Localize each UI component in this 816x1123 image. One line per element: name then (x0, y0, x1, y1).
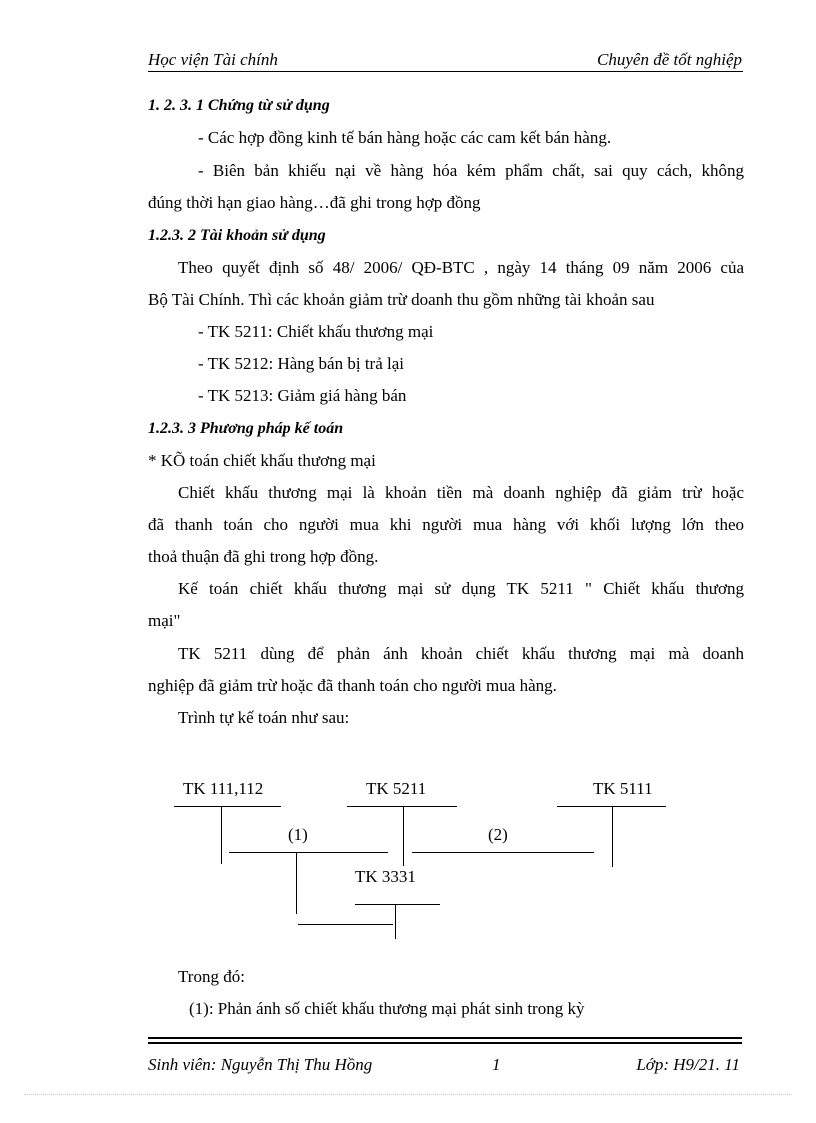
footer-class: Lớp: H9/21. 11 (636, 1055, 740, 1074)
tk5211-paragraph-line1: TK 5211 dùng để phản ánh khoản chiết khấu thương mại mà doanh (178, 644, 744, 663)
subheading-commercial-discount: * KÕ toán chiết khấu thương mại (148, 451, 376, 470)
notes-heading: Trong đó: (178, 967, 245, 986)
account-5212: - TK 5212: Hàng bán bị trả lại (198, 354, 405, 373)
footer-rule-top (148, 1037, 742, 1039)
section-heading-2: 1.2.3. 2 Tài khoản sử dụng (148, 227, 326, 244)
flow-line-3331 (298, 924, 393, 925)
discount-paragraph-line2: đã thanh toán cho người mua khi người mua hàng với khối lượng lớn theo (148, 515, 744, 534)
decision-paragraph-line1: Theo quyết định số 48/ 2006/ QĐ-BTC , ngày 14 tháng 09 năm 2006 của (178, 258, 744, 277)
account-usage-line2: mại" (148, 611, 181, 630)
discount-paragraph-line3: thoả thuận đã ghi trong hợp đồng. (148, 547, 379, 566)
t-account-3331-top (355, 904, 440, 905)
decision-paragraph-line2: Bộ Tài Chính. Thì các khoản giảm trừ doanh thu gồm những tài khoản sau (148, 290, 655, 309)
tk5211-paragraph-line2: nghiệp đã giảm trừ hoặc đã thanh toán cho người mua hàng. (148, 676, 557, 695)
header-rule (148, 71, 743, 72)
flow-branch-3331 (296, 852, 297, 914)
t-account-111-top (174, 806, 281, 807)
header-school: Học viện Tài chính (148, 50, 278, 69)
account-5211: - TK 5211: Chiết khấu thương mại (198, 322, 434, 341)
bullet-contract: - Các hợp đồng kinh tế bán hàng hoặc các cam kết bán hàng. (198, 128, 612, 147)
t-account-3331-stem (395, 904, 396, 939)
t-account-111-stem (221, 806, 222, 864)
flow-line-2 (412, 852, 594, 853)
footer-page-number: 1 (492, 1055, 501, 1074)
account-label-5111: TK 5111 (593, 779, 653, 798)
account-label-3331: TK 3331 (355, 867, 416, 886)
bullet-complaint-line2: đúng thời hạn giao hàng…đã ghi trong hợp đồng (148, 193, 481, 212)
t-account-5211-top (347, 806, 457, 807)
flow-line-1 (229, 852, 388, 853)
header-title: Chuyên đề tốt nghiệp (597, 50, 742, 69)
discount-paragraph-line1: Chiết khấu thương mại là khoản tiền mà doanh nghiệp đã giảm trừ hoặc (178, 483, 744, 502)
account-5213: - TK 5213: Giảm giá hàng bán (198, 386, 407, 405)
procedure-intro: Trình tự kế toán như sau: (178, 708, 350, 727)
note-1: (1): Phản ánh số chiết khấu thương mại phát sinh trong kỳ (189, 999, 585, 1018)
account-label-111-112: TK 111,112 (183, 779, 264, 798)
footer-rule-bottom (148, 1042, 742, 1044)
section-heading-3: 1.2.3. 3 Phương pháp kế toán (148, 420, 344, 437)
t-account-5111-stem (612, 806, 613, 867)
section-heading-1: 1. 2. 3. 1 Chứng từ sử dụng (148, 97, 330, 114)
bullet-complaint-line1: - Biên bản khiếu nại về hàng hóa kém phẩm chất, sai quy cách, không (198, 161, 744, 180)
account-usage-line1: Kế toán chiết khấu thương mại sử dụng TK 5211 " Chiết khấu thương (178, 579, 744, 598)
flow-label-1: (1) (288, 825, 308, 844)
account-label-5211: TK 5211 (366, 779, 427, 798)
footer-student: Sinh viên: Nguyễn Thị Thu Hồng (148, 1055, 373, 1074)
flow-label-2: (2) (488, 825, 508, 844)
t-account-5211-stem (403, 806, 404, 866)
page-bottom-dotted-rule (24, 1094, 792, 1095)
